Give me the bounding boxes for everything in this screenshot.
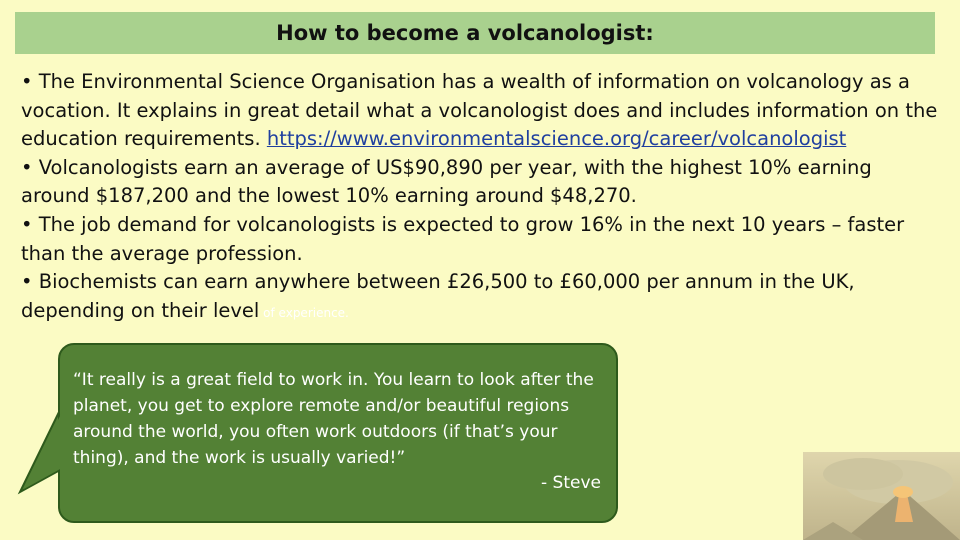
quote-text: “It really is a great field to work in. You learn to look after the planet, you get to explore remote and/or beautiful regions around the world, you often work outdoors (if that’s your thing), and the work is usually varied!” (73, 370, 594, 468)
bullet-esorg-text: • The Environmental Science Organisation has a wealth of information on volcanology as a vocation. It explains in great detail what a volcanologist does and includes information on the education requirements. (21, 70, 938, 151)
bullet-demand: • The job demand for volcanologists is expected to grow 16% in the next 10 years – faster than the average profession. (21, 212, 905, 265)
career-link[interactable]: https://www.environmentalscience.org/career/volcanologist (266, 127, 847, 151)
bullet-biochemists-text: • Biochemists can earn anywhere between £26,500 to £60,000 per annum in the UK, depending on their level (21, 270, 855, 322)
bullet-salary: • Volcanologists earn an average of US$90,890 per year, with the highest 10% earning around $187,200 and the lowest 10% earning around $48,270. (21, 155, 872, 208)
faint-text: of experience. (259, 305, 349, 320)
quote-author: - Steve (541, 473, 601, 493)
volcano-image (803, 452, 960, 540)
page-title: How to become a volcanologist: (276, 21, 654, 45)
